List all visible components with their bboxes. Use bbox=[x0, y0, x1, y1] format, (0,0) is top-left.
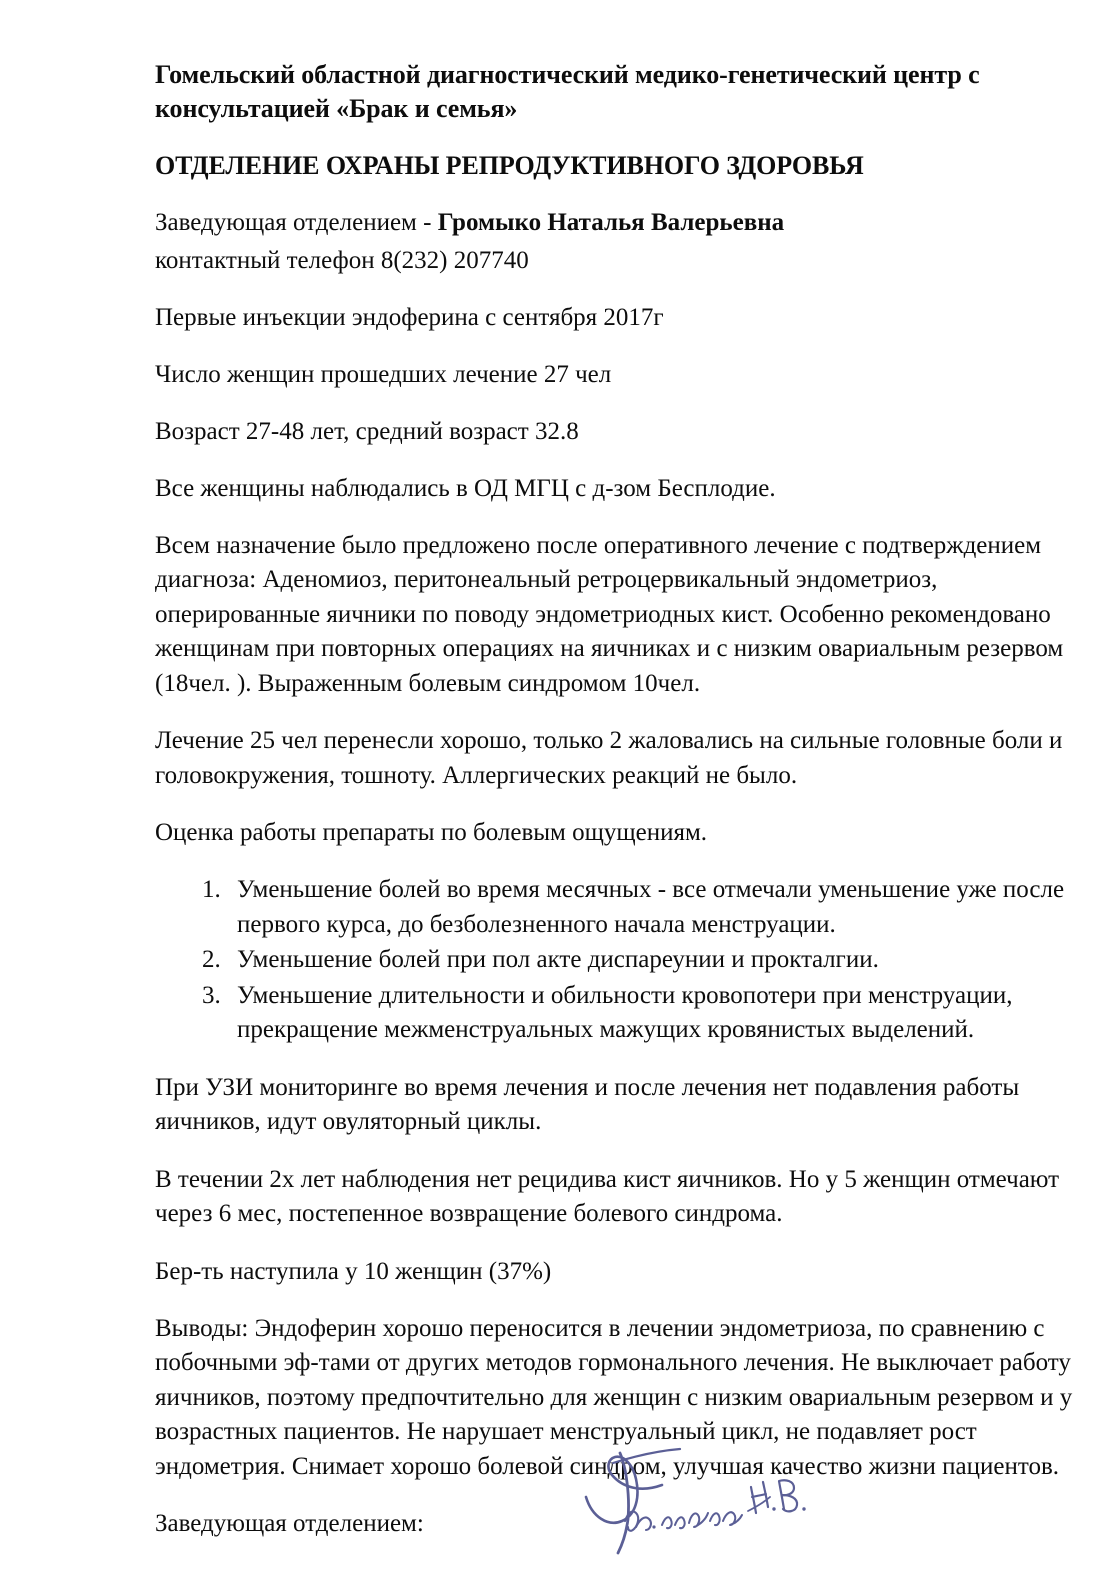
signature-label: Заведующая отделением: bbox=[155, 1510, 424, 1538]
pregnancy-line: Бер-ть наступила у 10 женщин (37%) bbox=[155, 1257, 552, 1285]
document-content bbox=[155, 58, 1077, 1541]
department-head-line bbox=[155, 206, 1077, 240]
department-head-name: Громыко Наталья Валерьевна bbox=[437, 208, 785, 236]
first-injections-line: Первые инъекции эндоферина с сентября 2017г bbox=[155, 303, 664, 331]
department-head-label: Заведующая отделением - bbox=[155, 208, 438, 236]
signature-row bbox=[155, 1507, 1077, 1541]
assessment-heading: Оценка работы препараты по болевым ощущениям. bbox=[155, 819, 708, 847]
organization-title: Гомельский областной диагностический медико-генетический центр с консультацией «Брак и семья» bbox=[155, 60, 980, 124]
findings-list bbox=[155, 873, 1077, 1048]
followup-paragraph: В течении 2х лет наблюдения нет рецидива кист яичников. Но у 5 женщин отмечают через 6 мес, постепенное возвращение болевого синдрома. bbox=[155, 1165, 1060, 1228]
observation-line: Все женщины наблюдались в ОД МГЦ с д-зом Бесплодие. bbox=[155, 474, 776, 502]
list-item: 3. Уменьшение длительности и обильности кровопотери при менструации, прекращение межменструальных мажущих кровянистых выделений. bbox=[227, 979, 1077, 1048]
conclusions-paragraph: Выводы: Эндоферин хорошо переносится в лечении эндометриоза, по сравнению с побочными эф-тами от других методов гормонального лечения. Не выключает работу яичников, поэтому предпочтительно для женщин с низким овариальным резервом и у возрастных пациентов. Не нарушает менструальный цикл, не подавляет рост эндометрия. Снимает хорошо болевой синдром, улучшая качество жизни пациентов. bbox=[155, 1314, 1073, 1480]
indications-paragraph: Всем назначение было предложено после оперативного лечение с подтверждением диагноза: Аденомиоз, перитонеальный ретроцервикальный эндометриоз, оперированные яичники по поводу эндометриодных кист. Особенно рекомендовано женщинам при повторных операциях на яичниках и с низким овариальным резервом (18чел. ). Выраженным болевым синдромом 10чел. bbox=[155, 531, 1064, 697]
ultrasound-paragraph: При УЗИ мониторинге во время лечения и после лечения нет подавления работы яичников, идут овуляторный циклы. bbox=[155, 1073, 1020, 1136]
list-item: 1. Уменьшение болей во время месячных - все отмечали уменьшение уже после первого курса, до безболезненного начала менструации. bbox=[227, 873, 1077, 942]
tolerance-paragraph: Лечение 25 чел перенесли хорошо, только 2 жаловались на сильные головные боли и головокружения, тошноту. Аллергических реакций не было. bbox=[155, 727, 1063, 789]
age-line: Возраст 27-48 лет, средний возраст 32.8 bbox=[155, 417, 579, 445]
department-title: ОТДЕЛЕНИЕ ОХРАНЫ РЕПРОДУКТИВНОГО ЗДОРОВЬЯ bbox=[155, 150, 864, 180]
women-count-line: Число женщин прошедших лечение 27 чел bbox=[155, 360, 612, 388]
list-item: 2. Уменьшение болей при пол акте диспареунии и проктaлгии. bbox=[227, 943, 1077, 978]
contact-phone-line: контактный телефон 8(232) 207740 bbox=[155, 246, 529, 274]
